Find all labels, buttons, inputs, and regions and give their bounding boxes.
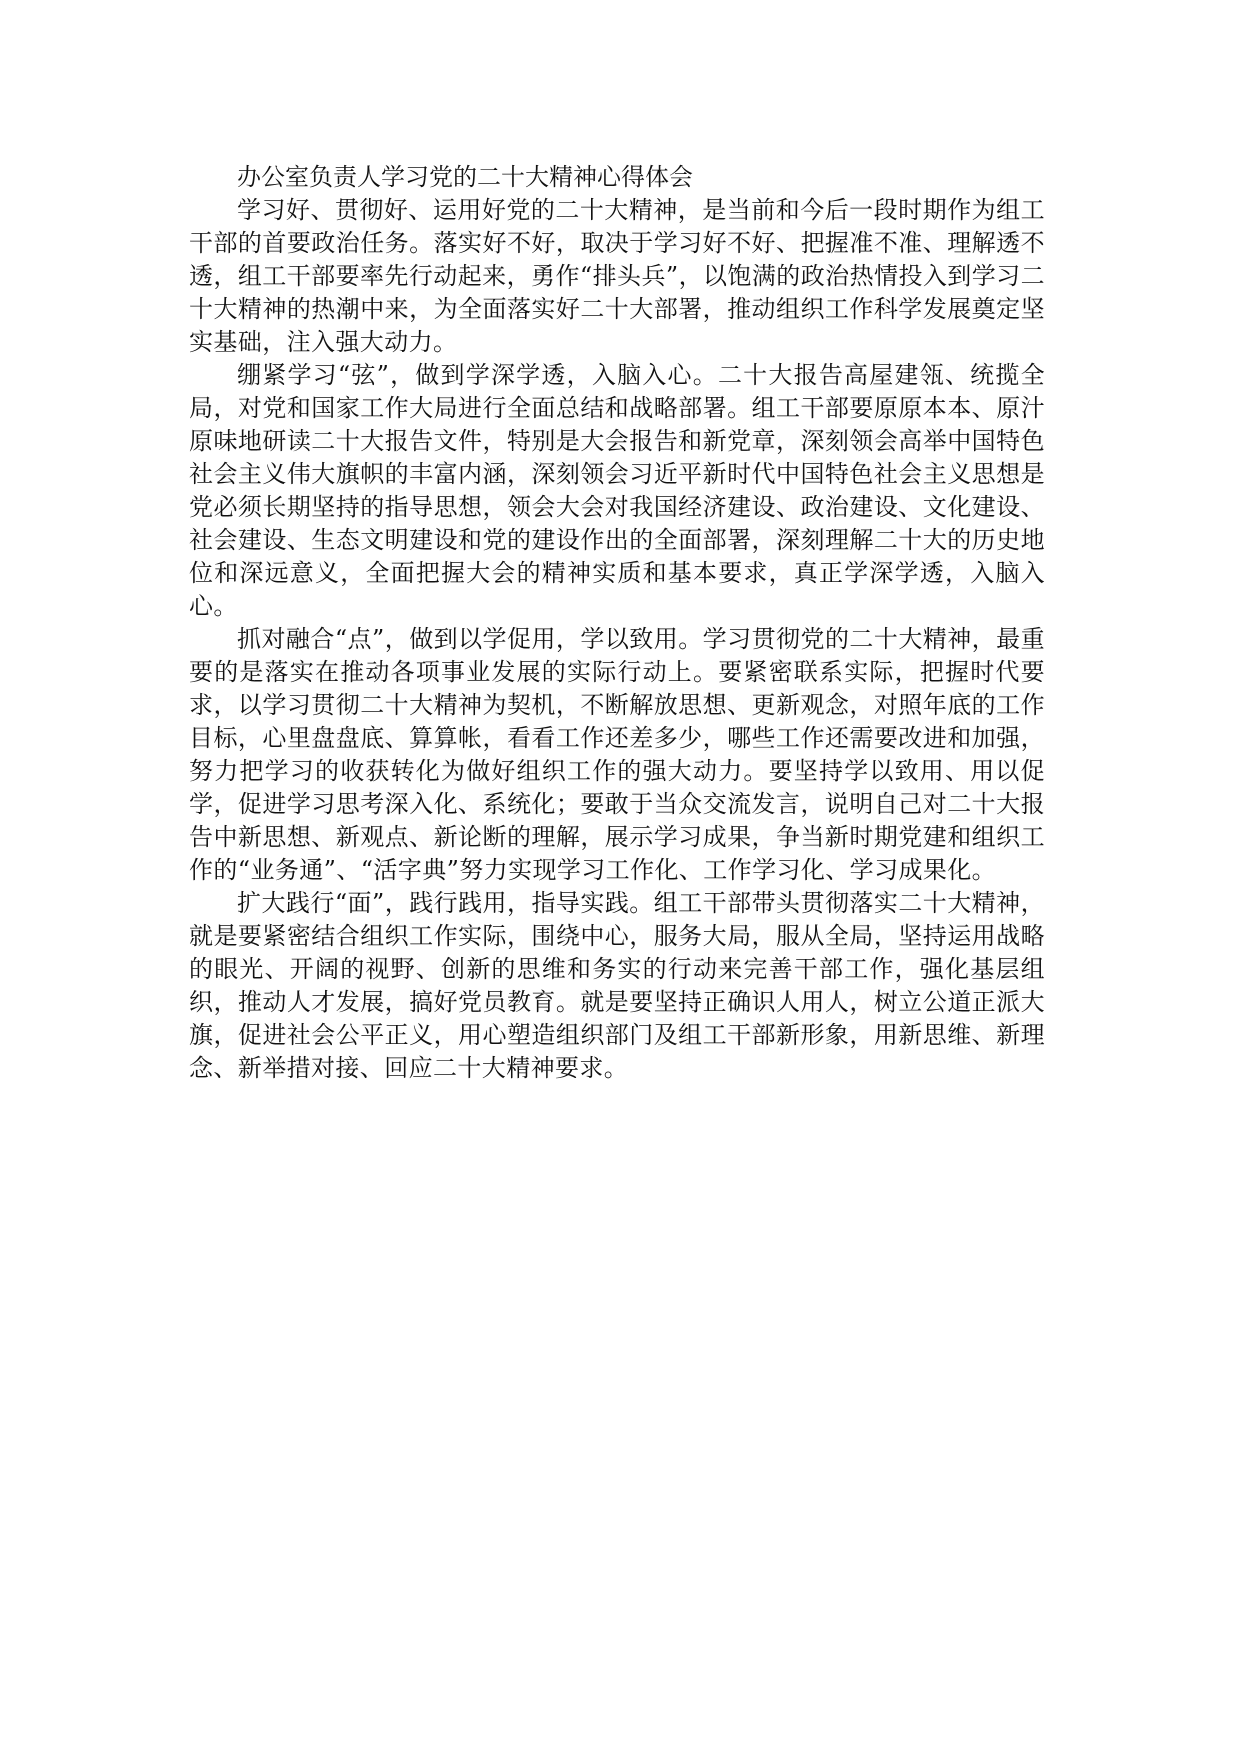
paragraph-2: 绷紧学习“弦”，做到学深学透，入脑入心。二十大报告高屋建瓴、统揽全局，对党和国家工作大局进行全面总结和战略部署。组工干部要原原本本、原汁原味地研读二十大报告文件，特别是大会报告和新党章，深刻领会高举中国特色社会主义伟大旗帜的丰富内涵，深刻领会习近平新时代中国特色社会主义思想是党必须长期坚持的指导思想，领会大会对我国经济建设、政治建设、文化建设、社会建设、生态文明建设和党的建设作出的全面部署，深刻理解二十大的历史地位和深远意义，全面把握大会的精神实质和基本要求，真正学深学透，入脑入心。 bbox=[189, 361, 1045, 620]
paragraph-1: 学习好、贯彻好、运用好党的二十大精神，是当前和今后一段时期作为组工干部的首要政治任务。落实好不好，取决于学习好不好、把握准不准、理解透不透，组工干部要率先行动起来，勇作“排头兵”，以饱满的政治热情投入到学习二十大精神的热潮中来，为全面落实好二十大部署，推动组织工作科学发展奠定坚实基础，注入强大动力。 bbox=[189, 196, 1045, 356]
paragraph-3: 抓对融合“点”，做到以学促用，学以致用。学习贯彻党的二十大精神，最重要的是落实在推动各项事业发展的实际行动上。要紧密联系实际，把握时代要求，以学习贯彻二十大精神为契机，不断解放思想、更新观念，对照年底的工作目标，心里盘盘底、算算帐，看看工作还差多少，哪些工作还需要改进和加强，努力把学习的收获转化为做好组织工作的强大动力。要坚持学以致用、用以促学，促进学习思考深入化、系统化；要敢于当众交流发言，说明自己对二十大报告中新思想、新观点、新论断的理解，展示学习成果，争当新时期党建和组织工作的“业务通”、“活字典”努力实现学习工作化、工作学习化、学习成果化。 bbox=[189, 625, 1045, 884]
document-body bbox=[189, 160, 1045, 1085]
paragraph-4: 扩大践行“面”，践行践用，指导实践。组工干部带头贯彻落实二十大精神，就是要紧密结合组织工作实际，围绕中心，服务大局，服从全局，坚持运用战略的眼光、开阔的视野、创新的思维和务实的行动来完善干部工作，强化基层组织，推动人才发展，搞好党员教育。就是要坚持正确识人用人，树立公道正派大旗，促进社会公平正义，用心塑造组织部门及组工干部新形象，用新思维、新理念、新举措对接、回应二十大精神要求。 bbox=[189, 889, 1045, 1082]
document-title: 办公室负责人学习党的二十大精神心得体会 bbox=[237, 163, 693, 191]
